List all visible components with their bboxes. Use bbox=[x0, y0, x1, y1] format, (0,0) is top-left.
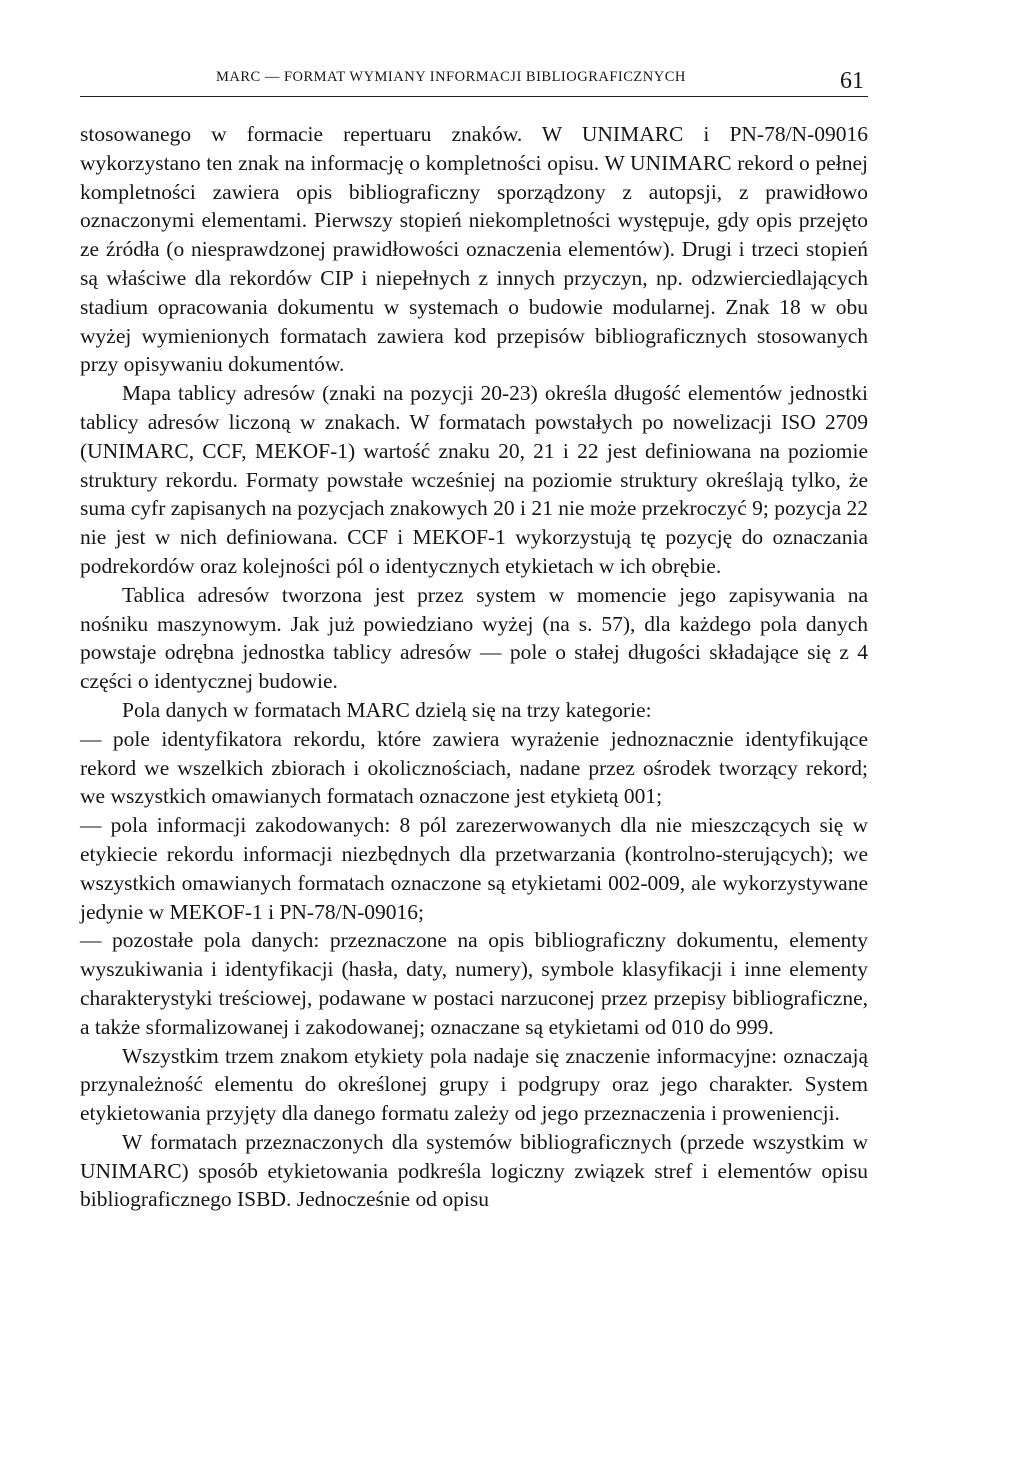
paragraph: Pola danych w formatach MARC dzielą się na trzy kategorie: bbox=[122, 697, 652, 722]
page-number: 61 bbox=[840, 68, 864, 94]
list-item: — pola informacji zakodowanych: 8 pól zarezerwowanych dla nie mieszczących się w etykiecie rekordu informacji niezbędnych dla przetwarzania (kontrolno-sterujących); we wszystkich omawianych formatach oznaczone są etykietami 002-009, ale wykorzystywane jedynie w MEKOF-1 i PN-78/N-09016; bbox=[80, 813, 868, 924]
running-head-title: MARC — FORMAT WYMIANY INFORMACJI BIBLIOGRAFICZNYCH bbox=[216, 69, 686, 85]
list-item: — pole identyfikatora rekordu, które zawiera wyrażenie jednoznacznie identyfikujące rekord we wszelkich zbiorach i okolicznościach, nadane przez ośrodek tworzący rekord; we wszystkich omawianych formatach oznaczone jest etykietą 001; bbox=[80, 726, 868, 809]
paragraph: Mapa tablicy adresów (znaki na pozycji 20-23) określa długość elementów jednostki tablicy adresów liczoną w znakach. W formatach powstałych po nowelizacji ISO 2709 (UNIMARC, CCF, MEKOF-1) wartość znaku 20, 21 i 22 jest definiowana na poziomie struktury rekordu. Formaty powstałe wcześniej na poziomie struktury określają tylko, że suma cyfr zapisanych na pozycjach znakowych 20 i 21 nie może przekroczyć 9; pozycja 22 nie jest w nich definiowana. CCF i MEKOF-1 wykorzystują tę pozycję do oznaczania podrekordów oraz kolejności pól o identycznych etykietach w ich obrębie. bbox=[80, 381, 869, 578]
paragraph: Tablica adresów tworzona jest przez system w momencie jego zapisywania na nośniku maszynowym. Jak już powiedziano wyżej (na s. 57), dla każdego pola danych powstaje odrębna jednostka tablicy adresów — pole o stałej długości składające się z 4 części o identycznej budowie. bbox=[80, 582, 868, 694]
paragraph: Wszystkim trzem znakom etykiety pola nadaje się znaczenie informacyjne: oznaczają przynależność elementu do określonej grupy i podgrupy oraz jego charakter. System etykietowania przyjęty dla danego formatu zależy od jego przeznaczenia i proweniencji. bbox=[80, 1043, 868, 1126]
list-item: — pozostałe pola danych: przeznaczone na opis bibliograficzny dokumentu, elementy wyszukiwania i identyfikacji (hasła, daty, numery), symbole klasyfikacji i inne elementy charakterystyki treściowej, podawane w postaci narzuconej przez przepisy bibliograficzne, a także sformalizowanej i zakodowanej; oznaczane są etykietami od 010 do 999. bbox=[80, 928, 868, 1039]
running-head bbox=[80, 64, 868, 97]
body-text bbox=[80, 120, 868, 1214]
paragraph: W formatach przeznaczonych dla systemów bibliograficznych (przede wszystkim w UNIMARC) sposób etykietowania podkreśla logiczny związek stref i elementów opisu bibliograficznego ISBD. Jednocześnie od opisu bbox=[80, 1129, 868, 1212]
paragraph-continued: stosowanego w formacie repertuaru znaków. W UNIMARC i PN-78/N-09016 wykorzystano ten znak na informację o kompletności opisu. W UNIMARC rekord o pełnej kompletności zawiera opis bibliograficzny sporządzony z autopsji, z prawidłowo oznaczonymi elementami. Pierwszy stopień niekompletności występuje, gdy opis przejęto ze źródła (o niesprawdzonej prawidłowości oznaczenia elementów). Drugi i trzeci stopień są właściwe dla rekordów CIP i niepełnych z innych przyczyn, np. odzwierciedlających stadium opracowania dokumentu w systemach o budowie modularnej. Znak 18 w obu wyżej wymienionych formatach zawiera kod przepisów bibliograficznych stosowanych przy opisywaniu dokumentów. bbox=[80, 122, 868, 377]
